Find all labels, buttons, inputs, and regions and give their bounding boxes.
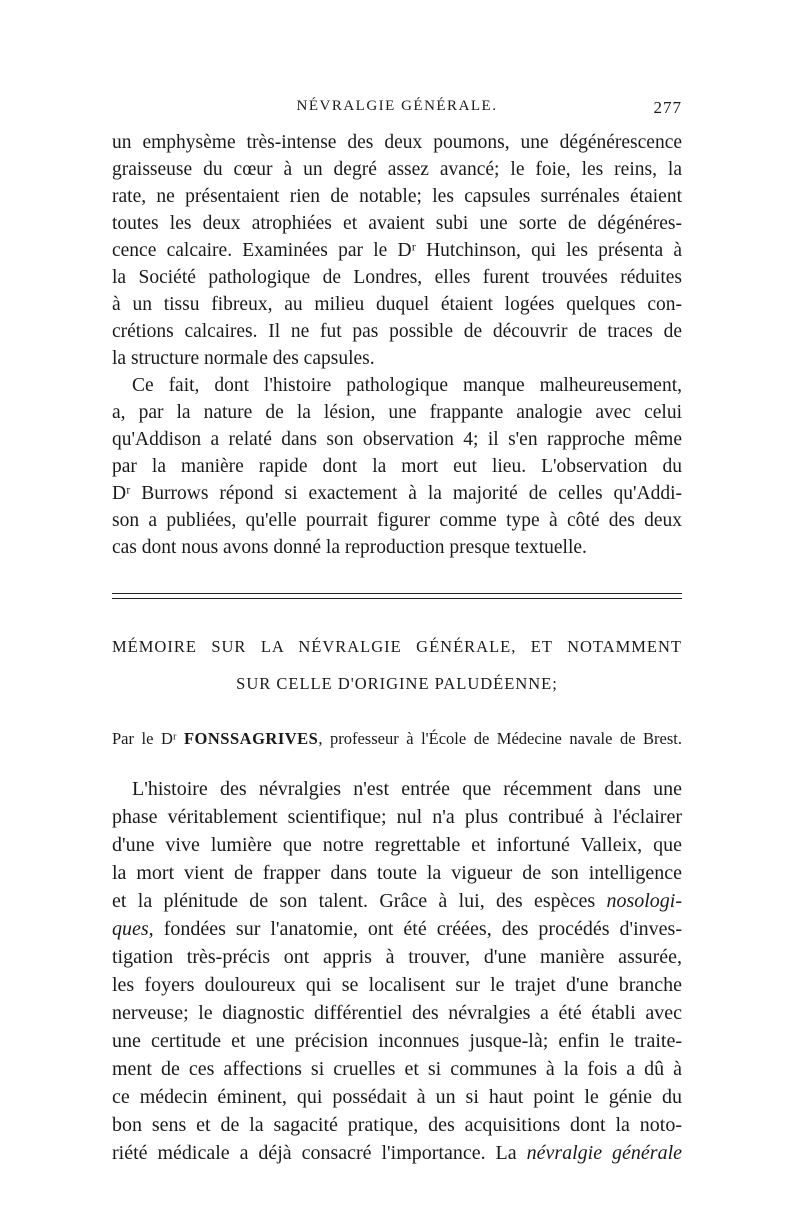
- byline-affiliation: , professeur à l'École de Médecine navale de Brest.: [318, 729, 682, 748]
- running-head: [112, 98, 682, 122]
- section-divider-bottom: [112, 598, 682, 599]
- text-segment: et la plénitude de son talent. Grâce à lui, des espèces: [112, 890, 607, 912]
- text-line: son a publiées, qu'elle pourrait figurer comme type à côté des deux: [112, 510, 682, 531]
- text-line: [112, 1139, 682, 1168]
- text-line: d'une vive lumière que notre regrettable et infortuné Valleix, que: [112, 834, 682, 856]
- text-line: [112, 915, 682, 944]
- text-line: graisseuse du cœur à un degré assez avancé; le foie, les reins, la: [112, 159, 682, 180]
- byline: [112, 727, 682, 751]
- text-line: nerveuse; le diagnostic différentiel des névralgies a été établi avec: [112, 1002, 682, 1024]
- text-line: [112, 887, 682, 916]
- text-line: la Société pathologique de Londres, elles furent trouvées réduites: [112, 267, 682, 288]
- text-line: rate, ne présentaient rien de notable; les capsules surrénales étaient: [112, 186, 682, 207]
- text-line: la structure normale des capsules.: [112, 348, 375, 369]
- text-line: cence calcaire. Examinées par le Dʳ Hutchinson, qui les présenta à: [112, 240, 682, 261]
- italic-term-nevralgie-generale: névralgie générale: [526, 1142, 682, 1164]
- text-line: qu'Addison a relaté dans son observation 4; il s'en rapproche même: [112, 429, 682, 450]
- text-line: a, par la nature de la lésion, une frappante analogie avec celui: [112, 402, 682, 423]
- text-line: Dʳ Burrows répond si exactement à la majorité de celles qu'Addi-: [112, 483, 682, 504]
- text-line: L'histoire des névralgies n'est entrée que récemment dans une: [132, 778, 682, 800]
- author-name: FONSSAGRIVES: [183, 729, 319, 748]
- page-number: 277: [653, 98, 682, 117]
- article-title-line-1: MÉMOIRE SUR LA NÉVRALGIE GÉNÉRALE, ET NOTAMMENT: [112, 637, 682, 656]
- text-line: un emphysème très-intense des deux poumons, une dégénérescence: [112, 132, 682, 153]
- text-segment: , fondées sur l'anatomie, ont été créées, des procédés d'inves-: [148, 918, 682, 940]
- text-line: la mort vient de frapper dans toute la vigueur de son intelligence: [112, 862, 682, 884]
- text-segment: riété médicale a déjà consacré l'importance. La: [112, 1142, 527, 1164]
- italic-term-nosologiques-part2: ques: [112, 918, 149, 940]
- text-line: bon sens et de la sagacité pratique, des acquisitions dont la noto-: [112, 1114, 682, 1136]
- byline-prefix: Par le Dʳ: [112, 729, 184, 748]
- italic-term-nosologiques-part1: nosologi-: [606, 890, 682, 912]
- text-line: Ce fait, dont l'histoire pathologique manque malheureusement,: [132, 375, 682, 396]
- text-line: tigation très-précis ont appris à trouver, d'une manière assurée,: [112, 946, 682, 968]
- article-title-line-2: SUR CELLE D'ORIGINE PALUDÉENNE;: [236, 674, 558, 693]
- text-line: ce médecin éminent, qui possédait à un si haut point le génie du: [112, 1086, 682, 1108]
- text-line: phase véritablement scientifique; nul n'a plus contribué à l'éclairer: [112, 806, 682, 828]
- running-head-title: NÉVRALGIE GÉNÉRALE.: [296, 98, 498, 114]
- text-line: par la manière rapide dont la mort eut lieu. L'observation du: [112, 456, 682, 477]
- text-line: toutes les deux atrophiées et avaient subi une sorte de dégénéres-: [112, 213, 682, 234]
- section-divider-top: [112, 593, 682, 594]
- text-line: à un tissu fibreux, au milieu duquel étaient logées quelques con-: [112, 294, 682, 315]
- text-line: crétions calcaires. Il ne fut pas possible de découvrir de traces de: [112, 321, 682, 342]
- text-line: cas dont nous avons donné la reproduction presque textuelle.: [112, 537, 587, 558]
- text-line: ment de ces affections si cruelles et si communes à la fois a dû à: [112, 1058, 682, 1080]
- text-line: les foyers douloureux qui se localisent sur le trajet d'une branche: [112, 974, 682, 996]
- text-line: une certitude et une précision inconnues jusque-là; enfin le traite-: [112, 1030, 682, 1052]
